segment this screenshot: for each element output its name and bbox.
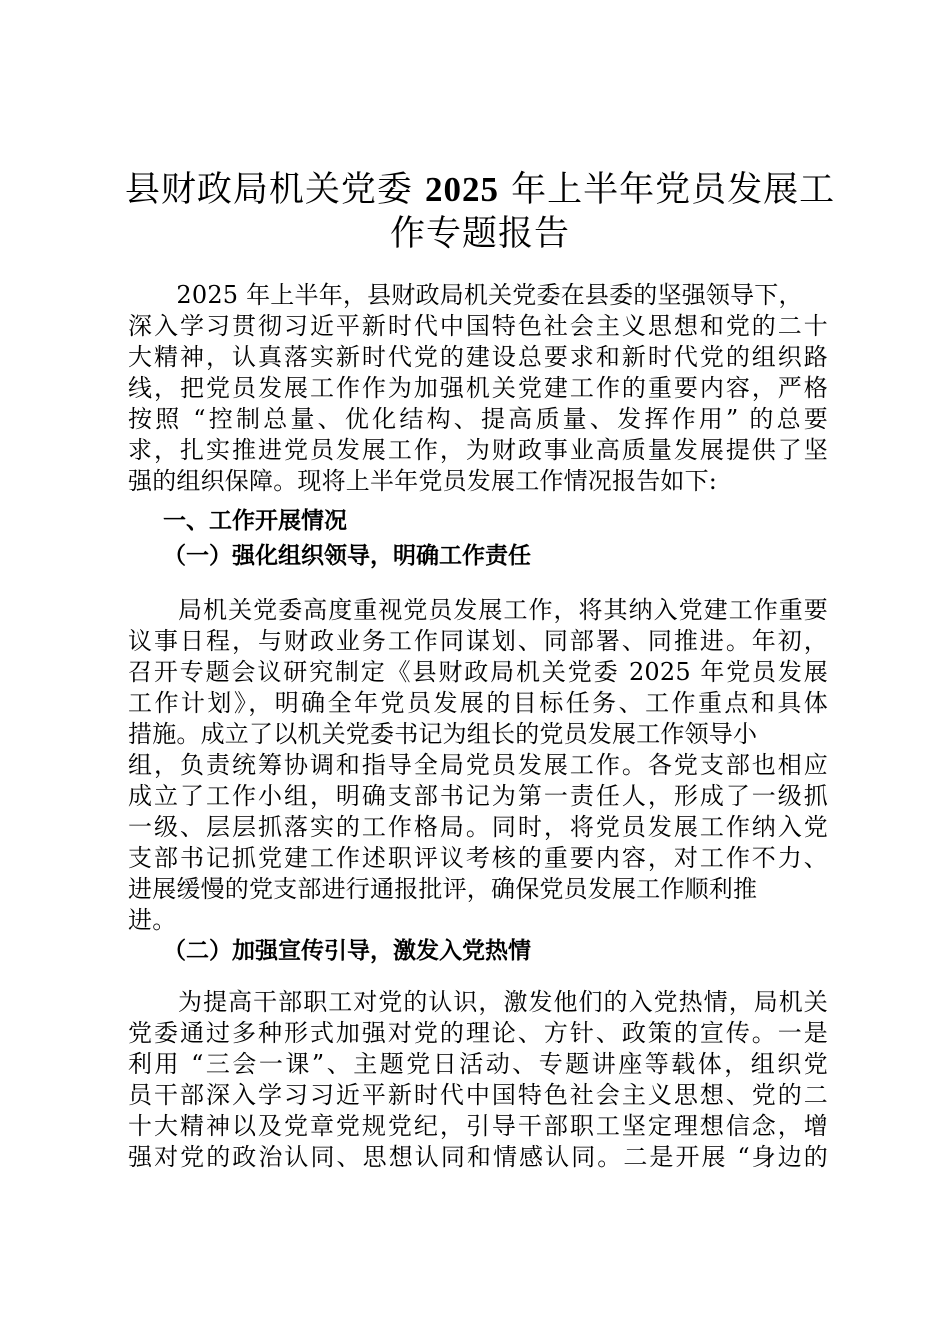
paragraph-line: 利用 “三会一课”、主题党日活动、专题讲座等载体，组织党	[128, 1050, 828, 1078]
intro-paragraph	[128, 280, 828, 497]
title-prefix: 县财政局机关党委	[124, 170, 413, 210]
paragraph-line: 为提高干部职工对党的认识，激发他们的入党热情，局机关	[128, 988, 828, 1016]
paragraph-line: 员干部深入学习习近平新时代中国特色社会主义思想、党的二	[128, 1081, 828, 1109]
title-line-1	[120, 168, 840, 212]
paragraph-line: 措施。成立了以机关党委书记为组长的党员发展工作领导小	[128, 720, 758, 748]
title-year: 2025	[425, 170, 499, 209]
intro-line: 线，把党员发展工作作为加强机关党建工作的重要内容，严格	[128, 374, 828, 402]
paragraph-line: 工作计划》，明确全年党员发展的目标任务、工作重点和具体	[128, 689, 828, 717]
intro-line: 深入学习贯彻习近平新时代中国特色社会主义思想和党的二十	[128, 312, 828, 340]
intro-line: 按照 “控制总量、优化结构、提高质量、发挥作用” 的总要	[128, 405, 828, 433]
paragraph-line: 局机关党委高度重视党员发展工作，将其纳入党建工作重要	[128, 596, 828, 624]
intro-line: 大精神，认真落实新时代党的建设总要求和新时代党的组织路	[128, 343, 828, 371]
paragraph-line: 成立了工作小组，明确支部书记为第一责任人，形成了一级抓	[128, 782, 828, 810]
paragraph-line: 一级、层层抓落实的工作格局。同时，将党员发展工作纳入党	[128, 813, 828, 841]
subsection-1-paragraph	[128, 595, 828, 936]
paragraph-line: 党委通过多种形式加强对党的理论、方针、政策的宣传。一是	[128, 1019, 828, 1047]
intro-line: 求，扎实推进党员发展工作，为财政事业高质量发展提供了坚	[128, 436, 828, 464]
paragraph-line: 支部书记抓党建工作述职评议考核的重要内容，对工作不力、	[128, 844, 828, 872]
paragraph-line: 议事日程，与财政业务工作同谋划、同部署、同推进。年初，	[128, 627, 828, 655]
paragraph-line: 强对党的政治认同、思想认同和情感认同。二是开展 “身边的	[128, 1143, 828, 1171]
paragraph-line: 进展缓慢的党支部进行通报批评，确保党员发展工作顺利推	[128, 875, 758, 903]
paragraph-line: 进。	[128, 906, 177, 934]
intro-line: 2025 年上半年，县财政局机关党委在县委的坚强领导下，	[128, 281, 803, 309]
document-title	[120, 168, 840, 256]
subsection-heading-1: （一）强化组织领导，明确工作责任	[163, 543, 531, 569]
title-line-2: 作专题报告	[389, 214, 570, 254]
title-suffix: 年上半年党员发展工	[511, 170, 836, 210]
paragraph-line: 召开专题会议研究制定《县财政局机关党委 2025 年党员发展	[128, 658, 828, 686]
subsection-2-paragraph	[128, 987, 828, 1173]
paragraph-line: 十大精神以及党章党规党纪，引导干部职工坚定理想信念，增	[128, 1112, 828, 1140]
subsection-heading-2: （二）加强宣传引导，激发入党热情	[163, 938, 531, 964]
intro-line: 强的组织保障。现将上半年党员发展工作情况报告如下:	[128, 467, 718, 495]
section-heading-1: 一、工作开展情况	[163, 508, 347, 534]
paragraph-line: 组，负责统筹协调和指导全局党员发展工作。各党支部也相应	[128, 751, 828, 779]
